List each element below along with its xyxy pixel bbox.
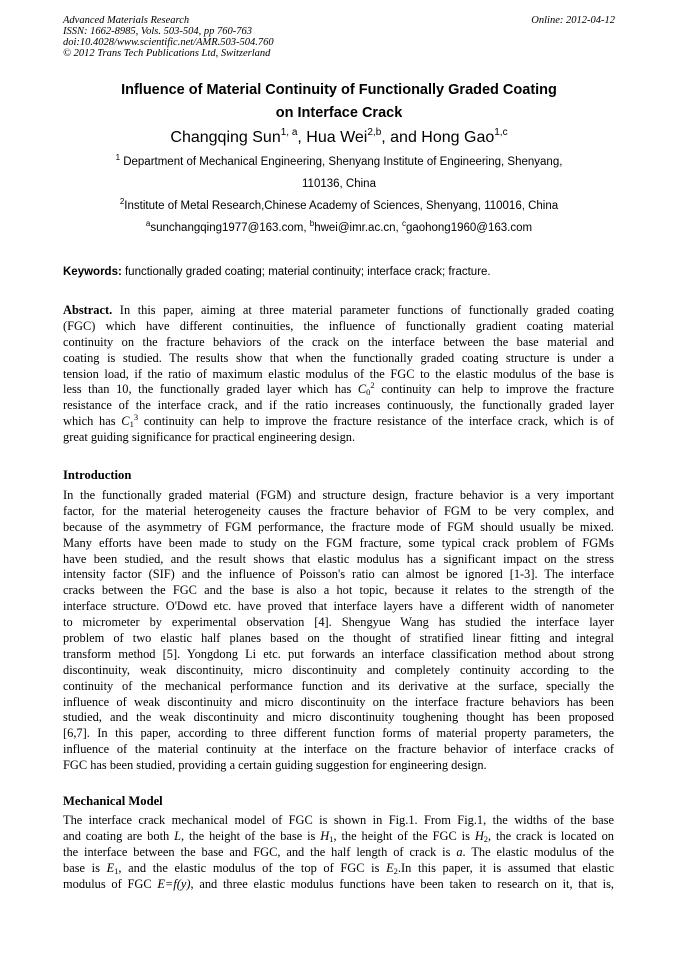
issn-line: ISSN: 1662-8985, Vols. 503-504, pp 760-763: [63, 26, 252, 37]
subscript-2: 2: [393, 865, 398, 876]
mechanical-model-paragraph: [63, 813, 614, 892]
mechanical-line: and coating are both: [63, 828, 175, 843]
mechanical-line: base is: [63, 860, 107, 875]
symbol-H2: H: [474, 828, 484, 843]
introduction-line: influence of the material continuity at the interface on the fracture behavior of interface cracks of: [63, 742, 614, 757]
affiliation-1-line-2: 110136, China: [302, 178, 376, 190]
introduction-line: studied, and the weak discontinuity and micro discontinuity toughening thought has been proposed: [63, 710, 614, 725]
introduction-line: FGC has been studied, providing a certain guiding suggestion for engineering design.: [63, 758, 487, 773]
abstract-line: less than 10, the functionally graded layer which has: [63, 382, 358, 397]
author-3: , and Hong Gao: [381, 129, 495, 146]
c0-subscript: 0: [366, 387, 371, 398]
abstract-line: (FGC) which have different continuities, the influence of functionally gradient coating material: [63, 318, 614, 333]
introduction-line: interface structure. O'Dowd etc. have proved that interface layers have a different width of nanometer: [63, 599, 614, 614]
keywords-text: functionally graded coating; material continuity; interface crack; fracture.: [121, 266, 491, 278]
symbol-E2: E: [386, 860, 394, 875]
introduction-line: factor, for the material heterogeneity causes the fracture behavior of FGM to be very complex, and: [63, 503, 614, 518]
symbol-H1: H: [320, 828, 330, 843]
abstract-line: continuity on the fracture behaviors of the crack on the interface between the base material and: [63, 334, 614, 349]
doi-line: doi:10.4028/www.scientific.net/AMR.503-504.760: [63, 37, 274, 48]
c1-superscript: 3: [133, 412, 139, 423]
email-a[interactable]: sunchangqing1977@163.com,: [150, 222, 310, 234]
abstract-line: continuity can help to improve the fracture: [374, 382, 614, 397]
keywords-label: Keywords:: [63, 266, 122, 278]
affiliation-2-line: Institute of Metal Research,Chinese Academy of Sciences, Shenyang, 110016, China: [124, 200, 559, 212]
journal-header: [63, 15, 423, 59]
author-3-affil: 1,c: [494, 127, 508, 138]
abstract-label: Abstract.: [63, 303, 113, 317]
mechanical-model-heading: Mechanical Model: [63, 794, 163, 808]
email-c-mark: c: [401, 219, 406, 228]
symbol-E1: E: [106, 860, 115, 875]
author-1: Changqing Sun: [170, 129, 281, 146]
introduction-line: Many efforts have been made to study on the FGM fracture, some typical crack problem of FGMs: [63, 535, 614, 550]
online-date: Online: 2012-04-12: [531, 15, 615, 26]
introduction-line: transform method [5]. Yongdong Li etc. put forwards an interface classification method about strong: [63, 646, 614, 661]
introduction-line: problem of two elastic half planes based on the thought of stratified linear fitting and integral: [63, 631, 614, 646]
introduction-heading: Introduction: [63, 468, 132, 482]
mechanical-line: The interface crack mechanical model of FGC is shown in Fig.1. From Fig.1, the widths of the base: [63, 813, 614, 827]
introduction-line: discontinuity, weak discontinuity, micro discontinuity and completely continuity according to the: [63, 662, 614, 677]
affiliation-1-mark: 1: [115, 153, 121, 162]
abstract-line: resistance of the interface crack, and if the ratio increases continuously, the functionally graded layer: [63, 398, 614, 413]
introduction-line: have been studied, and the result shows that elastic modulus has a significant impact on the stress: [63, 551, 614, 566]
email-b[interactable]: hwei@imr.ac.cn,: [314, 222, 402, 234]
introduction-line: [6,7]. In this paper, according to three different function forms of material property parameters, the: [63, 726, 614, 741]
mechanical-line: . The elastic modulus of the: [462, 844, 615, 859]
mechanical-line: .In this paper, it is assumed that elastic: [397, 860, 615, 875]
mechanical-line: , and three elastic modulus functions have been taken to research on it, that is,: [190, 876, 614, 891]
c1-subscript: 1: [129, 419, 134, 430]
c1-symbol: C: [121, 414, 130, 429]
introduction-line: influence of weak discontinuity and micro discontinuity on the interface fracture behaviors has been: [63, 694, 614, 709]
introduction-line: continuity of the mechanical performance function and its derivative at the surface, specially the: [63, 678, 614, 693]
email-c[interactable]: gaohong1960@163.com: [405, 222, 533, 234]
introduction-line: In the functionally graded material (FGM) and structure design, fracture behavior is a very important: [63, 488, 614, 502]
keywords-line: [63, 264, 623, 280]
mechanical-line: , the height of the FGC is: [333, 828, 475, 843]
affiliation-2: [63, 195, 615, 217]
mechanical-line: modulus of FGC: [63, 876, 158, 891]
introduction-line: because of the asymmetry of FGM performance, the fracture mode of FGM should usually be mixed.: [63, 519, 614, 534]
mechanical-line: , and the elastic modulus of the top of FGC is: [118, 860, 387, 875]
c0-superscript: 2: [370, 380, 375, 391]
author-1-affil: 1, a: [280, 127, 298, 138]
introduction-line: to micrometer by experimental observation [4]. Shengyue Wang has studied the interface layer: [63, 615, 614, 630]
subscript-1: 1: [329, 833, 334, 844]
subscript-2: 2: [483, 833, 489, 844]
author-list: [63, 127, 615, 149]
abstract-line: In this paper, aiming at three material parameter functions of functionally graded coating: [112, 303, 614, 317]
subscript-1: 1: [114, 865, 119, 876]
abstract-line: continuity can help to improve the fracture resistance of the interface crack, which is of: [138, 414, 614, 429]
symbol-E-f: E=f: [157, 876, 177, 891]
introduction-line: cracks between the FGC and the base is also a hot topic, because it relates to the strength of the: [63, 583, 614, 598]
symbol-y: (y): [176, 876, 191, 891]
affiliation-1: [63, 151, 615, 195]
email-b-mark: b: [309, 219, 315, 228]
symbol-a: a: [456, 844, 463, 859]
email-a-mark: a: [145, 219, 151, 228]
introduction-paragraph: [63, 488, 614, 774]
c0-symbol: C: [357, 382, 367, 397]
author-2-affil: 2,b: [367, 127, 382, 138]
abstract-line: coating is studied. The results show that when the functionally graded coating structure is under a: [63, 350, 614, 365]
title-line-2: on Interface Crack: [275, 105, 403, 121]
paper-title: [63, 79, 615, 125]
mechanical-line: , the height of the base is: [181, 828, 321, 843]
affiliation-2-mark: 2: [119, 197, 125, 206]
title-line-1: Influence of Material Continuity of Functionally Graded Coating: [121, 82, 557, 98]
copyright-line: © 2012 Trans Tech Publications Ltd, Switzerland: [63, 48, 271, 59]
mechanical-line: , the crack is located on: [488, 828, 614, 843]
abstract-line: which has: [63, 414, 122, 429]
introduction-line: intensity factor (SIF) and the influence of Poisson's ratio can almost be ignored [1-3]. The interface: [63, 567, 614, 582]
abstract-line: tension load, if the ratio of maximum elastic modulus of the FGC to the elastic modulus of the base is: [63, 366, 614, 381]
author-2: , Hua Wei: [297, 129, 368, 146]
affiliation-1-line-1: Department of Mechanical Engineering, Shenyang Institute of Engineering, Shenyang,: [120, 156, 563, 168]
abstract-line: great guiding significance for practical engineering design.: [63, 430, 356, 445]
symbol-L: L: [174, 828, 182, 843]
journal-name: Advanced Materials Research: [63, 15, 190, 26]
email-line: [63, 217, 615, 239]
mechanical-line: the interface between the base and FGC, and the half length of crack is: [63, 844, 457, 859]
abstract-paragraph: [63, 303, 614, 446]
